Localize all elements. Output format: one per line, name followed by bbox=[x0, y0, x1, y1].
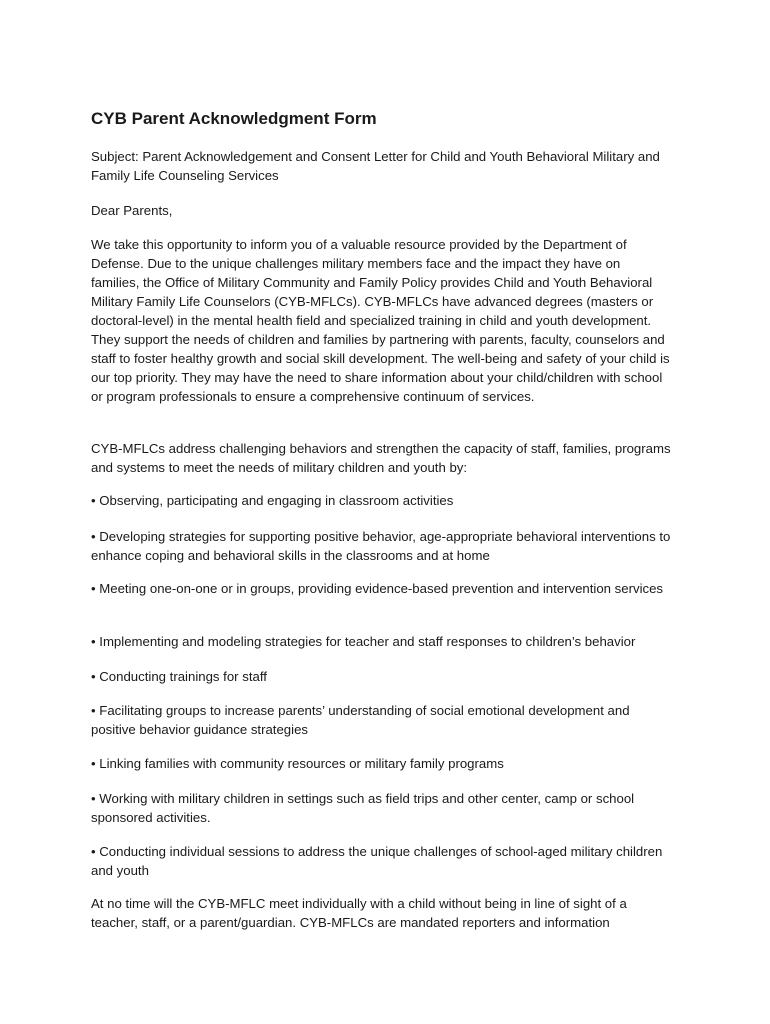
list-item: • Meeting one-on-one or in groups, providing evidence-based prevention and intervention services bbox=[91, 581, 664, 596]
list-item: • Conducting trainings for staff bbox=[91, 669, 267, 684]
document-title: CYB Parent Acknowledgment Form bbox=[91, 109, 377, 128]
services-intro-paragraph: CYB-MFLCs address challenging behaviors and strengthen the capacity of staff, families, programs and systems to meet the needs of military children and youth by: bbox=[91, 441, 671, 475]
list-item: • Developing strategies for supporting positive behavior, age-appropriate behavioral interventions to enhance coping and behavioral skills in the classrooms and at home bbox=[91, 529, 671, 563]
subject-line: Subject: Parent Acknowledgement and Consent Letter for Child and Youth Behavioral Military and Family Life Counseling Services bbox=[91, 149, 660, 183]
list-item: • Implementing and modeling strategies for teacher and staff responses to children’s behavior bbox=[91, 634, 636, 649]
list-item: • Observing, participating and engaging in classroom activities bbox=[91, 493, 454, 508]
closing-paragraph: At no time will the CYB-MFLC meet individually with a child without being in line of sight of a teacher, staff, or a parent/guardian. CYB-MFLCs are mandated reporters and information bbox=[91, 896, 627, 930]
list-item: • Conducting individual sessions to address the unique challenges of school-aged military children and youth bbox=[91, 844, 663, 878]
list-item: • Linking families with community resources or military family programs bbox=[91, 756, 504, 771]
list-item: • Working with military children in settings such as field trips and other center, camp or school sponsored activities. bbox=[91, 791, 635, 825]
intro-paragraph: We take this opportunity to inform you of a valuable resource provided by the Department of Defense. Due to the unique challenges military members face and the impact they have on families, the Office of Military Community and Family Policy provides Child and Youth Behavioral Military Family Life Counselors (CYB-MFLCs). CYB-MFLCs have advanced degrees (masters or doctoral-level) in the mental health field and specialized training in child and youth development. They support the needs of children and families by partnering with parents, faculty, counselors and staff to foster healthy growth and social skill development. The well-being and safety of your child is our top priority. They may have the need to share information about your child/children with school or program professionals to ensure a comprehensive continuum of services. bbox=[91, 237, 670, 404]
salutation: Dear Parents, bbox=[91, 203, 173, 218]
list-item: • Facilitating groups to increase parents’ understanding of social emotional development and positive behavior guidance strategies bbox=[91, 703, 630, 737]
